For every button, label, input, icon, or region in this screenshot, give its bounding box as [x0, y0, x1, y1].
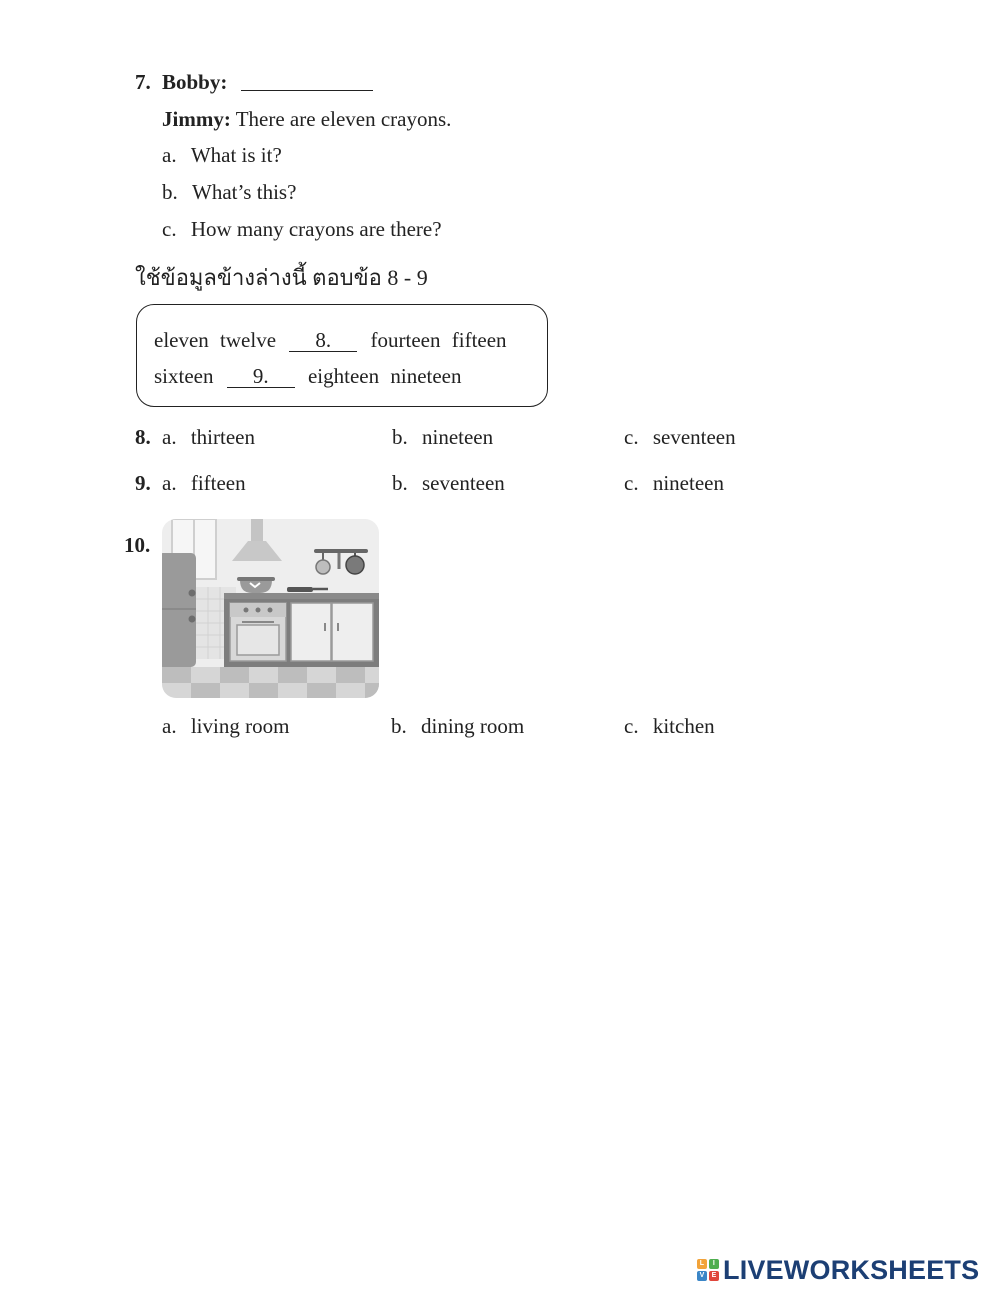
q7-speaker-jimmy: Jimmy: — [162, 107, 231, 131]
q9-option-b-text: seventeen — [422, 471, 505, 495]
q7-answer-blank[interactable] — [241, 72, 373, 91]
q9-option-a[interactable] — [162, 471, 246, 496]
q8-option-b-text: nineteen — [422, 425, 494, 449]
box-blank-8: 8. — [289, 329, 357, 352]
q10-option-c[interactable] — [624, 714, 715, 739]
q9-option-c-text: nineteen — [652, 471, 724, 495]
q10-number: 10. — [124, 533, 151, 557]
logo-tile-e: E — [709, 1271, 719, 1281]
box-word-eighteen: eighteen — [307, 364, 380, 388]
logo-tile-i: I — [709, 1259, 719, 1269]
box-word-fifteen: fifteen — [451, 328, 507, 352]
q9-option-a-letter: a. — [162, 471, 177, 495]
q10-option-b-text: dining room — [421, 714, 525, 738]
q10-option-a-text: living room — [190, 714, 290, 738]
box-word-twelve: twelve — [220, 328, 277, 352]
q10-option-a-letter: a. — [162, 714, 177, 738]
box-word-nineteen: nineteen — [390, 364, 462, 388]
q10-option-c-letter: c. — [624, 714, 639, 738]
box-word-eleven: eleven — [154, 328, 209, 352]
liveworksheets-logo-text: LIVEWORKSHEETS — [723, 1254, 980, 1285]
q8-option-c-letter: c. — [624, 425, 639, 449]
box-word-sixteen: sixteen — [154, 364, 214, 388]
q8-option-a[interactable] — [162, 425, 255, 450]
logo-tile-v: V — [697, 1271, 707, 1281]
q7-option-c[interactable] — [162, 217, 442, 242]
q9-option-c[interactable] — [624, 471, 724, 496]
instruction-8-9: ใช้ข้อมูลข้างล่างนี้ ตอบข้อ 8 - 9 — [135, 265, 428, 290]
box-row-1 — [154, 328, 507, 353]
q8-option-b-letter: b. — [392, 425, 408, 449]
q8-option-a-letter: a. — [162, 425, 177, 449]
liveworksheets-logo[interactable] — [697, 1255, 979, 1285]
q7-option-a-letter: a. — [162, 143, 177, 167]
logo-tile-l: L — [697, 1259, 707, 1269]
q7-option-a-text: What is it? — [190, 143, 282, 167]
kitchen-image — [162, 519, 379, 698]
box-word-fourteen: fourteen — [370, 328, 441, 352]
box-blank-9: 9. — [227, 365, 295, 388]
q7-option-b[interactable] — [162, 180, 296, 205]
q9-number: 9. — [135, 471, 151, 495]
q7-option-c-letter: c. — [162, 217, 177, 241]
q9-option-a-text: fifteen — [190, 471, 246, 495]
q7-jimmy-text: There are eleven crayons. — [235, 107, 452, 131]
q9-option-c-letter: c. — [624, 471, 639, 495]
box-row-2 — [154, 364, 462, 389]
q8-option-c-text: seventeen — [652, 425, 736, 449]
q8-option-b[interactable] — [392, 425, 493, 450]
q7-jimmy-line — [162, 107, 451, 132]
q7-number: 7. — [135, 70, 151, 94]
q7-option-a[interactable] — [162, 143, 282, 168]
q8-option-c[interactable] — [624, 425, 736, 450]
q7-option-c-text: How many crayons are there? — [190, 217, 442, 241]
q7-option-b-letter: b. — [162, 180, 178, 204]
q8-number: 8. — [135, 425, 151, 449]
q10-option-a[interactable] — [162, 714, 289, 739]
q10-option-b-letter: b. — [391, 714, 407, 738]
q9-option-b[interactable] — [392, 471, 505, 496]
q10-option-b[interactable] — [391, 714, 524, 739]
q9-option-b-letter: b. — [392, 471, 408, 495]
q7-option-b-text: What’s this? — [192, 180, 297, 204]
q7-speaker-bobby: Bobby: — [162, 70, 228, 94]
number-sequence-box — [136, 304, 548, 407]
q10-option-c-text: kitchen — [652, 714, 715, 738]
liveworksheets-logo-icon — [697, 1259, 719, 1281]
q8-option-a-text: thirteen — [190, 425, 255, 449]
